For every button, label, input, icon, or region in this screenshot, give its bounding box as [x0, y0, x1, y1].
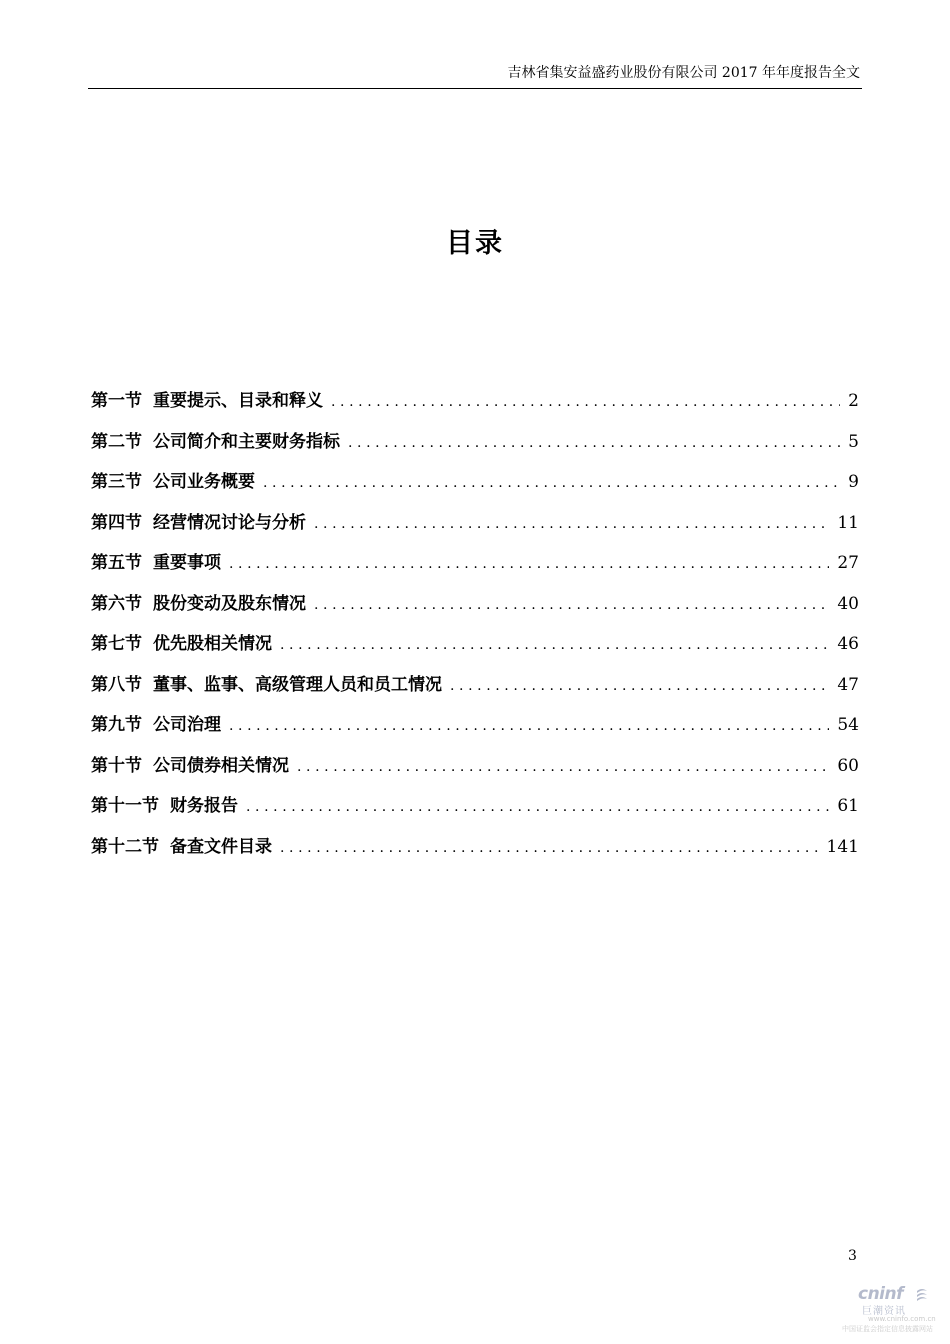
toc-entry-section: 第五节 — [91, 553, 142, 573]
toc-entry-page: 40 — [837, 593, 859, 614]
toc-entry[interactable] — [91, 751, 859, 792]
toc-dot-leader — [331, 394, 840, 414]
cninfo-watermark — [836, 1284, 936, 1336]
toc-dot-leader — [297, 759, 829, 779]
toc-entry-section: 第一节 — [91, 391, 142, 411]
watermark-tagline: 中国证监会指定信息披露网站 — [842, 1325, 933, 1333]
toc-dot-leader — [280, 637, 829, 657]
page-number: 3 — [848, 1248, 857, 1264]
toc-entry-section: 第六节 — [91, 593, 142, 614]
toc-dot-leader — [229, 556, 829, 576]
toc-entry-section: 第七节 — [91, 634, 142, 654]
toc-entry-page: 2 — [848, 391, 859, 411]
toc-entry-page: 9 — [848, 472, 859, 492]
toc-entry[interactable] — [91, 791, 859, 832]
toc-dot-leader — [229, 718, 829, 738]
toc-entry-heading: 经营情况讨论与分析 — [153, 512, 306, 533]
toc-entry[interactable] — [91, 710, 859, 751]
toc-entry-page: 27 — [837, 553, 859, 573]
toc-entry-section: 第三节 — [91, 472, 142, 492]
toc-dot-leader — [263, 475, 840, 495]
toc-entry-heading: 公司治理 — [153, 715, 221, 735]
toc-entry-page: 46 — [837, 634, 859, 654]
toc-dot-leader — [348, 435, 840, 455]
toc-dot-leader — [314, 597, 829, 617]
toc-dot-leader — [314, 516, 829, 536]
toc-entry-page: 47 — [837, 674, 859, 695]
toc-entry[interactable] — [91, 386, 859, 427]
toc-entry[interactable] — [91, 427, 859, 468]
toc-entry[interactable] — [91, 832, 859, 873]
toc-entry-page: 5 — [848, 431, 859, 452]
toc-entry[interactable] — [91, 589, 859, 630]
toc-entry-heading: 公司业务概要 — [153, 472, 255, 492]
toc-entry-heading: 股份变动及股东情况 — [153, 593, 306, 614]
toc-entry-section: 第二节 — [91, 431, 142, 452]
toc-entry-section: 第四节 — [91, 512, 142, 533]
toc-entry[interactable] — [91, 548, 859, 589]
toc-entry-section: 第八节 — [91, 674, 142, 695]
toc-entry-page: 141 — [826, 836, 859, 857]
toc-entry-heading: 优先股相关情况 — [153, 634, 272, 654]
toc-entry[interactable] — [91, 508, 859, 549]
running-header: 吉林省集安益盛药业股份有限公司 2017 年年度报告全文 — [507, 65, 860, 81]
toc-dot-leader — [450, 678, 829, 698]
toc-entry[interactable] — [91, 670, 859, 711]
toc-entry-section: 第十节 — [91, 755, 142, 776]
watermark-logo-text: cninf — [858, 1284, 904, 1304]
toc-dot-leader — [246, 799, 829, 819]
toc-dot-leader — [280, 840, 819, 860]
toc-entry-page: 54 — [837, 715, 859, 735]
toc-list — [91, 386, 859, 872]
toc-entry-heading: 公司债券相关情况 — [153, 755, 289, 776]
toc-entry-heading: 董事、监事、高级管理人员和员工情况 — [153, 674, 442, 695]
toc-entry-heading: 重要提示、目录和释义 — [153, 391, 323, 411]
toc-entry-section: 第十一节 — [91, 796, 159, 816]
toc-entry-page: 60 — [837, 755, 859, 776]
cninfo-logo-icon — [914, 1286, 930, 1302]
toc-entry-heading: 公司简介和主要财务指标 — [153, 431, 340, 452]
watermark-url: www.cninfo.com.cn — [868, 1315, 936, 1323]
toc-entry[interactable] — [91, 629, 859, 670]
toc-entry-heading: 财务报告 — [170, 796, 238, 816]
toc-entry-page: 61 — [837, 796, 859, 816]
toc-entry-section: 第九节 — [91, 715, 142, 735]
toc-title: 目录 — [446, 228, 504, 259]
toc-entry-heading: 重要事项 — [153, 553, 221, 573]
toc-entry-page: 11 — [837, 512, 859, 533]
watermark-cn-name: 巨潮资讯 — [862, 1306, 906, 1317]
toc-entry[interactable] — [91, 467, 859, 508]
header-rule — [88, 88, 862, 89]
toc-entry-heading: 备查文件目录 — [170, 836, 272, 857]
toc-entry-section: 第十二节 — [91, 836, 159, 857]
